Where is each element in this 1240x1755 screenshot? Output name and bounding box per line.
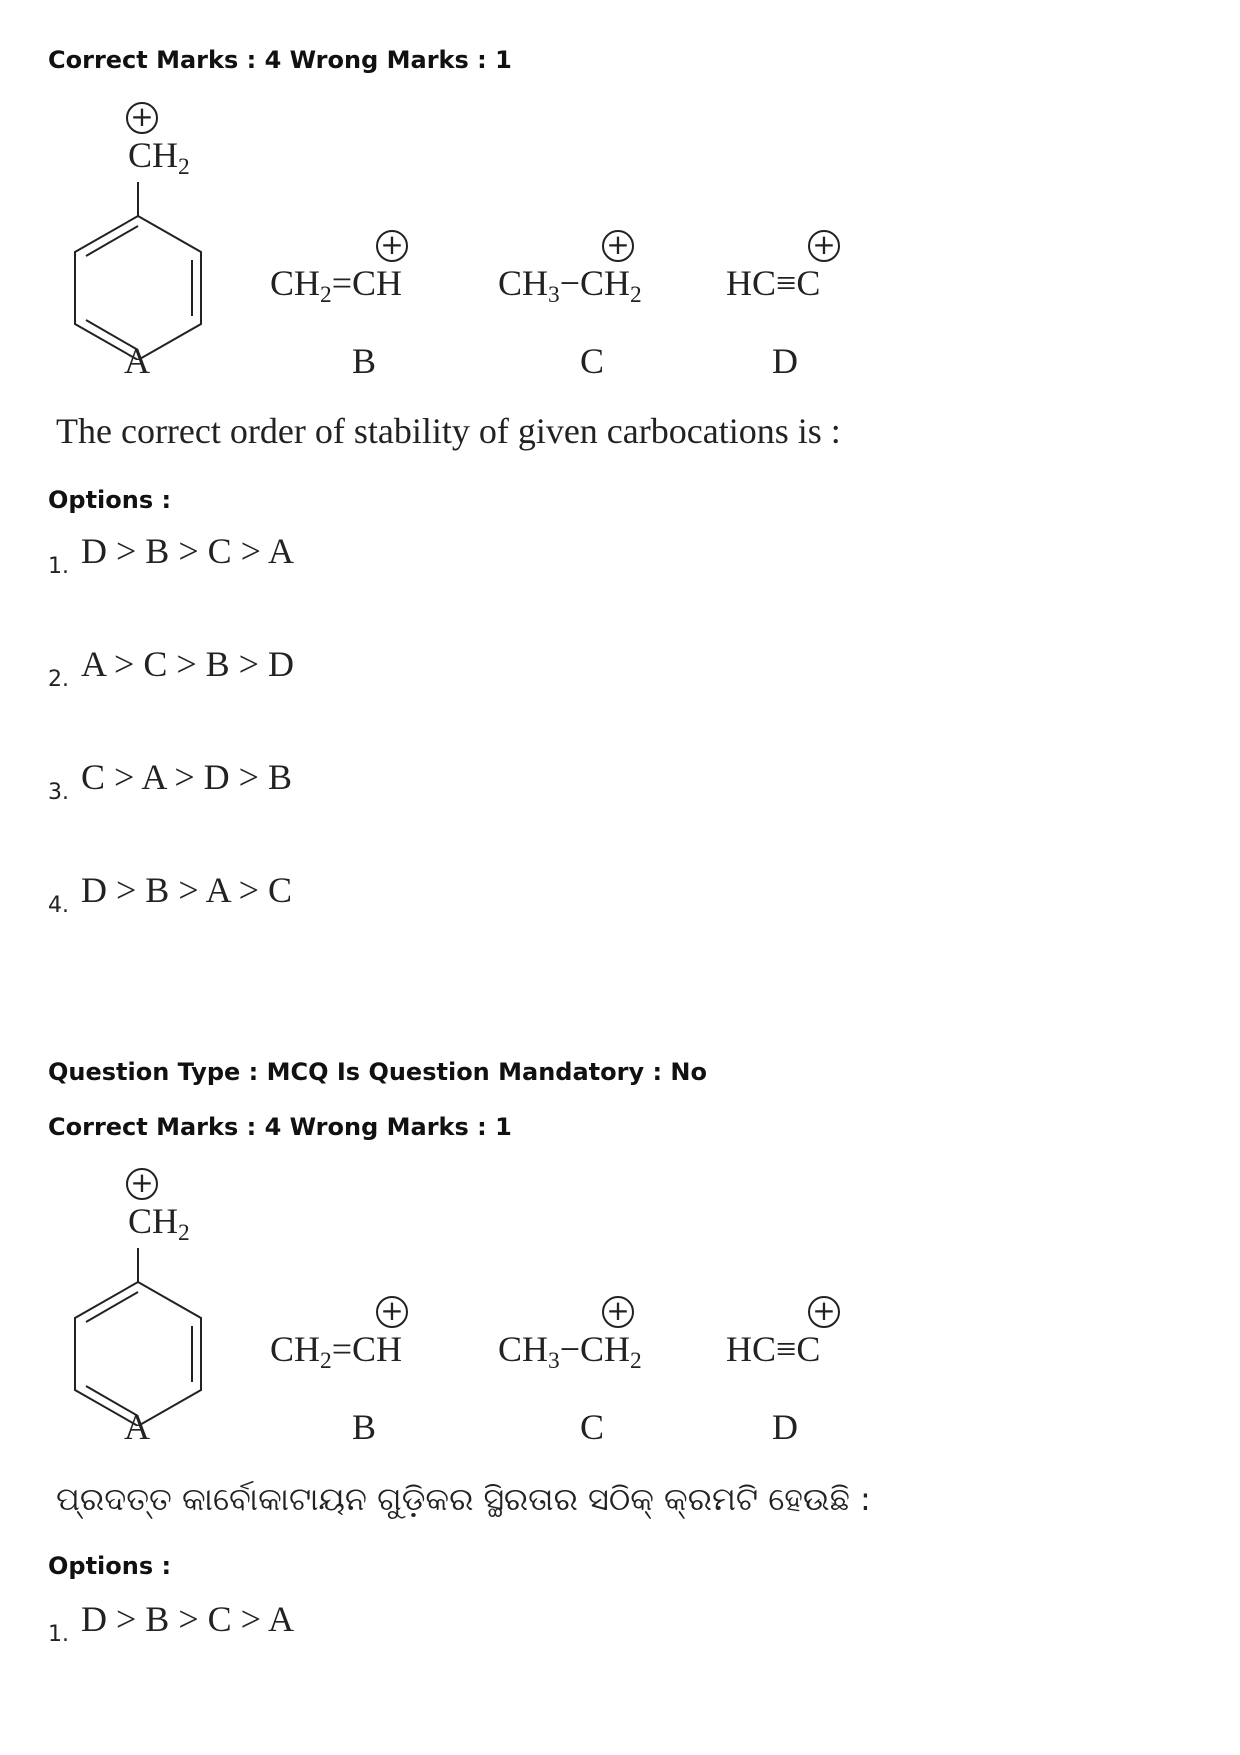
positive-charge-icon: + <box>126 102 158 134</box>
option-text: D > B > A > C <box>81 870 292 910</box>
option-number: 2. <box>48 667 69 692</box>
option-4[interactable] <box>48 869 292 918</box>
formula-b: $CH_2=CH$ <box>270 263 403 309</box>
label-a: A <box>124 341 150 381</box>
label-c: C <box>580 341 605 381</box>
option-3[interactable] <box>48 756 292 805</box>
marks-line: Correct Marks : 4 Wrong Marks : 1 <box>48 46 512 74</box>
label-b: B <box>352 341 377 381</box>
option-2[interactable] <box>48 643 294 692</box>
marks-line: Correct Marks : 4 Wrong Marks : 1 <box>48 1113 512 1141</box>
label-d: D <box>772 341 798 381</box>
option-number: 1. <box>48 1622 69 1647</box>
label-b: B <box>352 1407 377 1447</box>
label-a: A <box>124 1407 150 1447</box>
option-text: D > B > C > A <box>81 1599 294 1639</box>
positive-charge-icon: + <box>376 1296 408 1328</box>
option-text: A > C > B > D <box>81 644 294 684</box>
option-text: D > B > C > A <box>81 531 294 571</box>
question-stem: The correct order of stability of given carbocations is : <box>56 411 841 451</box>
option-1[interactable] <box>48 1598 294 1647</box>
positive-charge-icon: + <box>808 230 840 262</box>
formula-c: $CH_3-CH_2$ <box>498 1329 642 1375</box>
option-1[interactable] <box>48 530 294 579</box>
carbocation-figure <box>0 1156 880 1447</box>
formula-c: $CH_3-CH_2$ <box>498 263 642 309</box>
options-heading: Options : <box>48 1552 172 1580</box>
question-stem: ପ୍ରଦତ୍ତ କାର୍ବୋକାଟାୟନ ଗୁଡ଼ିକର ସ୍ଥିରତାର ସଠିକ୍ କ୍ରମଟି ହେଉଛି : <box>56 1480 871 1518</box>
formula-a: $CH_2$ <box>128 1201 190 1247</box>
label-c: C <box>580 1407 605 1447</box>
positive-charge-icon: + <box>602 1296 634 1328</box>
question-type-line: Question Type : MCQ Is Question Mandatory : No <box>48 1058 707 1086</box>
formula-b: $CH_2=CH$ <box>270 1329 403 1375</box>
positive-charge-icon: + <box>602 230 634 262</box>
options-heading: Options : <box>48 486 172 514</box>
label-d: D <box>772 1407 798 1447</box>
formula-a: $CH_2$ <box>128 135 190 181</box>
option-number: 3. <box>48 780 69 805</box>
formula-d: HC≡C <box>726 1329 821 1369</box>
positive-charge-icon: + <box>376 230 408 262</box>
positive-charge-icon: + <box>126 1168 158 1200</box>
formula-d: HC≡C <box>726 263 821 303</box>
carbocation-figure <box>0 90 880 381</box>
option-text: C > A > D > B <box>81 757 292 797</box>
positive-charge-icon: + <box>808 1296 840 1328</box>
option-number: 4. <box>48 893 69 918</box>
option-number: 1. <box>48 554 69 579</box>
